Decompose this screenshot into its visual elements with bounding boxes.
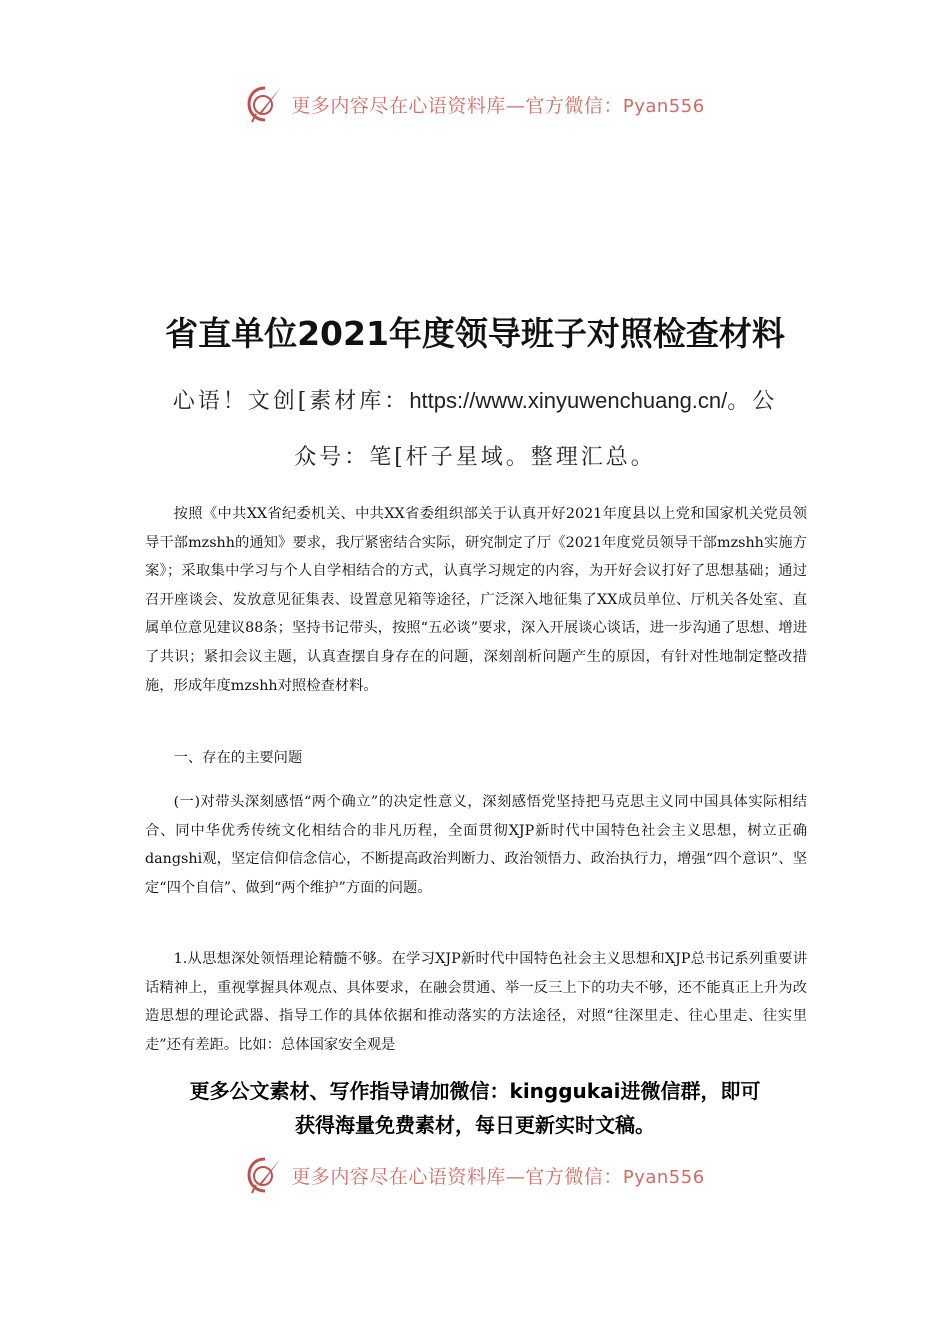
paragraph-item-1: 1.从思想深处领悟理论精髓不够。在学习XJP新时代中国特色社会主义思想和XJP总书记系列重要讲话精神上，重视掌握具体观点、具体要求，在融会贯通、举一反三上下的功夫不够，还不能真正上升为改造思想的理论武器、指导工作的具体依据和推动落实的方法途径，对照“往深里走、往心里走、往实里走”还有差距。比如：总体国家安全观是 [145,951,807,1053]
promo-line-2: 获得海量免费素材，每日更新实时文稿。 [295,1113,655,1137]
promo-line-1: 更多公文素材、写作指导请加微信：kinggukai进微信群，即可 [189,1079,761,1103]
source-url: https://www.xinyuwenchuang.cn/ [409,388,728,413]
quill-pen-logo-icon [245,1155,285,1195]
watermark-footer [0,1153,950,1197]
watermark-text: 更多内容尽在心语资料库—官方微信：Pyan556 [291,94,705,117]
paragraph-intro: 按照《中共XX省纪委机关、中共XX省委组织部关于认真开好2021年度县以上党和国家机关党员领导干部mzshh的通知》要求，我厅紧密结合实际，研究制定了厅《2021年度党员领导干部mzshh实施方案》；采取集中学习与个人自学相结合的方式，认真学习规定的内容，为开好会议打好了思想基础；通过召开座谈会、发放意见征集表、设置意见箱等途径，广泛深入地征集了XX成员单位、厅机关各处室、直属单位意见建议88条；坚持书记带头，按照“五必谈”要求，深入开展谈心谈话，进一步沟通了思想、增进了共识；紧扣会议主题，认真查摆自身存在的问题，深刻剖析问题产生的原因，有针对性地制定整改措施，形成年度mzshh对照检查材料。 [145,506,807,694]
promo-banner [0,1074,950,1142]
section-heading: 一、存在的主要问题 [173,750,303,766]
source-line-2: 众号：笔[杆子星域。整理汇总。 [294,445,656,470]
source-line-1: 心语！文创[素材库：https://www.xinyuwenchuang.cn/。公 [172,388,778,414]
document-title: 省直单位2021年度领导班子对照检查材料 [165,314,785,353]
quill-pen-logo-icon [245,84,285,124]
paragraph-subsection: (一)对带头深刻感悟“两个确立”的决定性意义，深刻感悟党坚持把马克思主义同中国具体实际相结合、同中华优秀传统文化相结合的非凡历程，全面贯彻XJP新时代中国特色社会主义思想，树立正确dangshi观，坚定信仰信念信心，不断提高政治判断力、政治领悟力、政治执行力，增强“四个意识”、坚定“四个自信”、做到“两个维护”方面的问题。 [145,794,807,896]
watermark-text: 更多内容尽在心语资料库—官方微信：Pyan556 [291,1165,705,1188]
watermark-header [0,82,950,126]
